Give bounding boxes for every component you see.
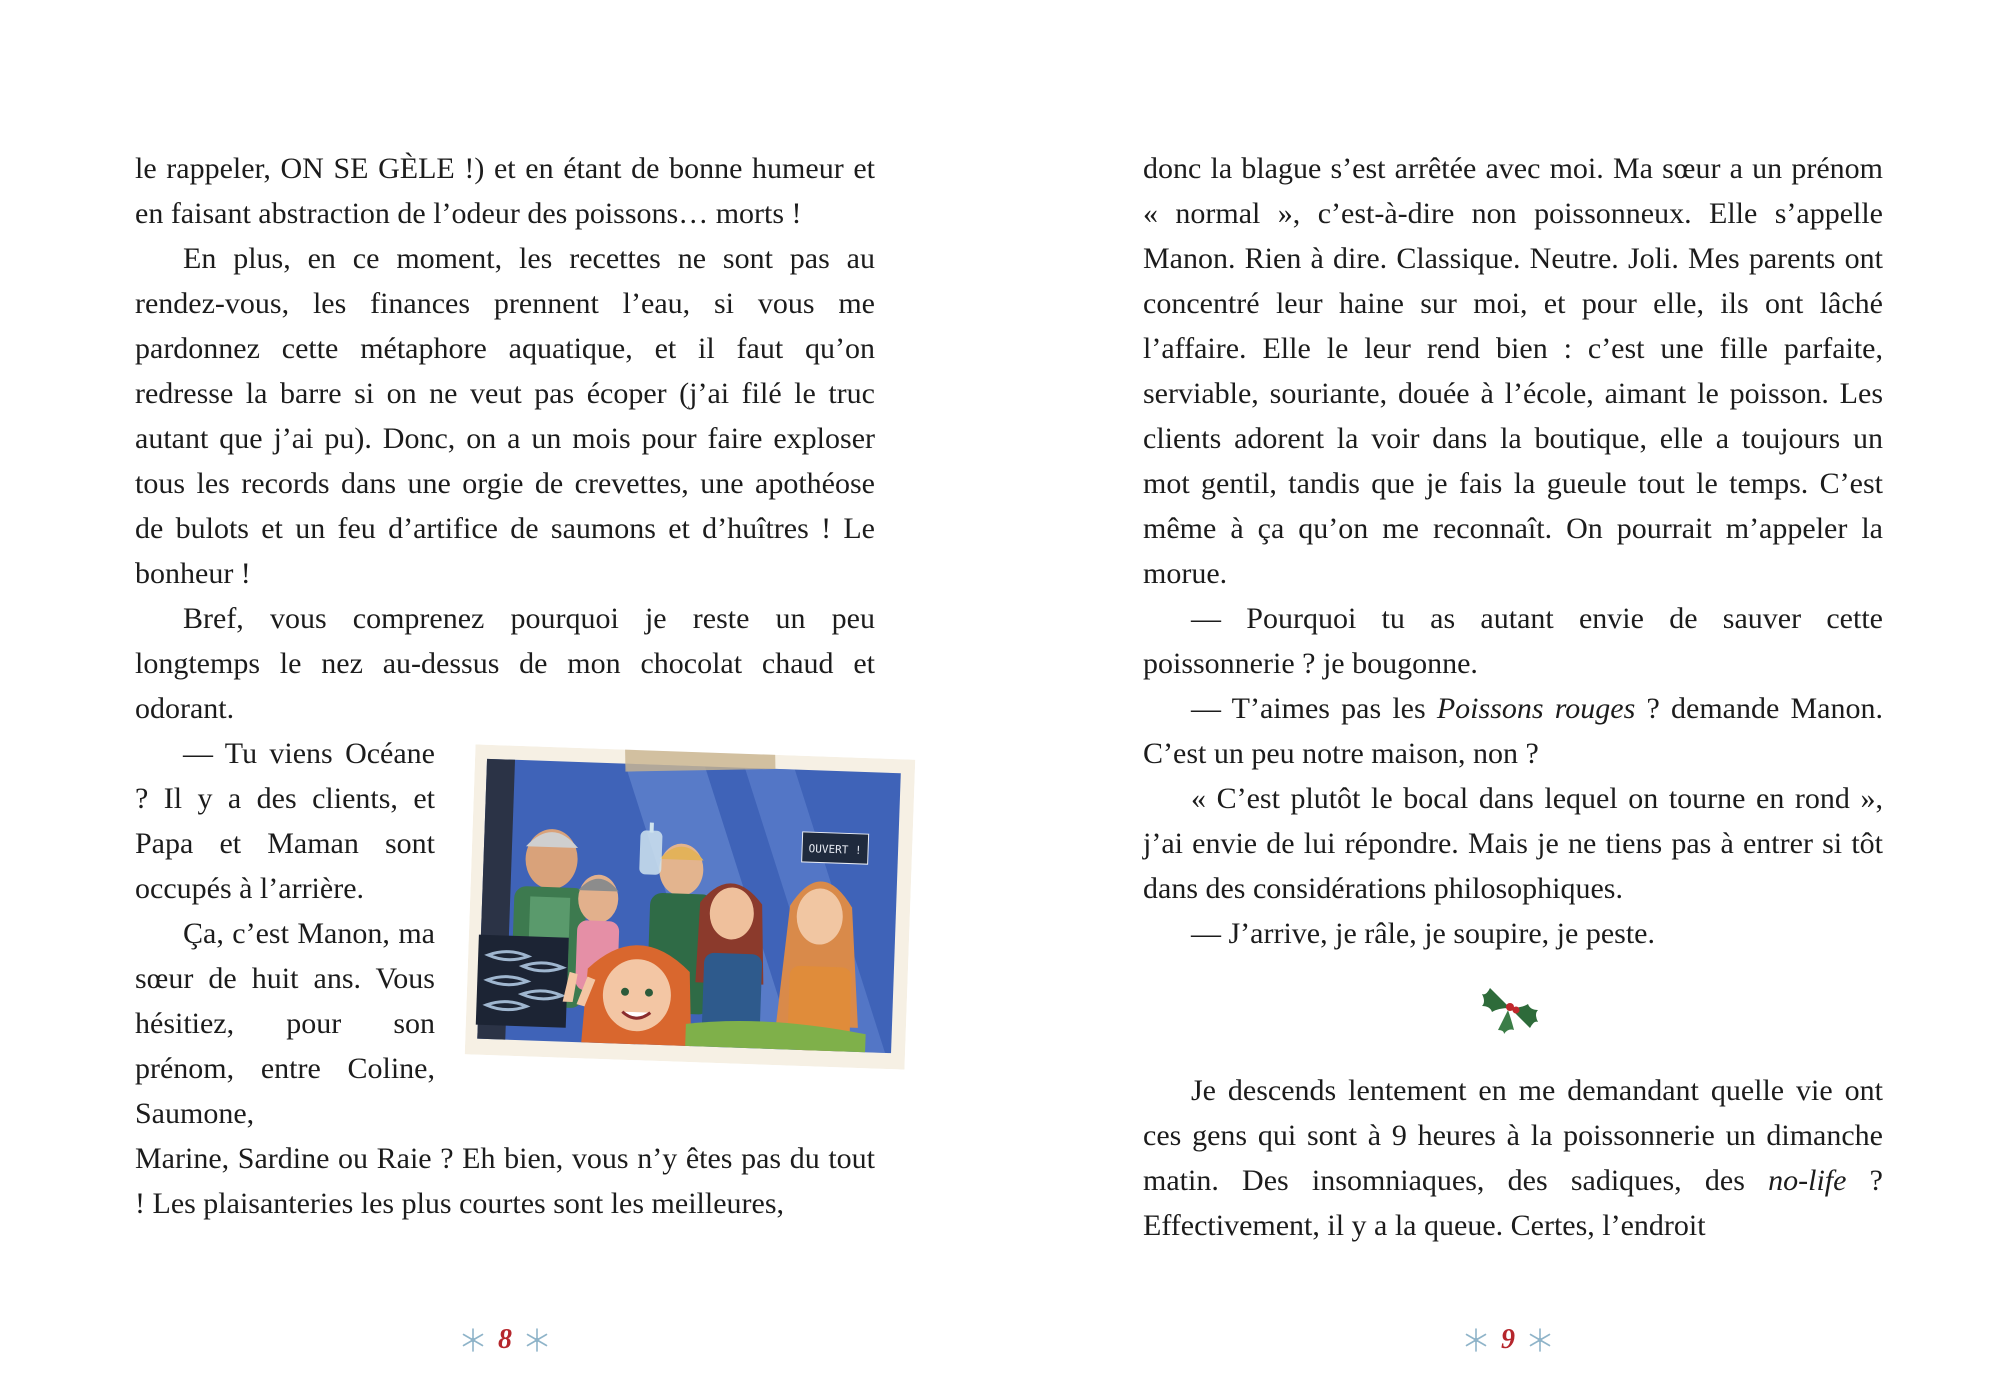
page-number-right [1428, 1320, 1588, 1360]
snowflake-icon [524, 1327, 550, 1353]
paragraph: donc la blague s’est arrêtée avec moi. Ma sœur a un prénom « normal », c’est-à-dire non poissonneux. Elle s’appelle Manon. Rien à dire. Classique. Neutre. Joli. Mes parents ont concentré leur haine sur moi, et pour elle, ils ont lâché l’affaire. Elle le leur rend bien : c’est une fille parfaite, serviable, souriante, douée à l’école, aimant le poisson. Les clients adorent la voir dans la boutique, elle a toujours un mot gentil, tandis que je fais la gueule tout le temps. C’est même à ça qu’on me reconnaît. On pourrait m’appeler la morue. [1143, 152, 1883, 590]
paragraph [1143, 686, 1883, 776]
paragraph: « C’est plutôt le bocal dans lequel on tourne en rond », j’ai envie de lui répondre. Mais je ne tiens pas à entrer si tôt dans des considérations philosophiques. [1143, 782, 1883, 905]
page-number: 9 [1501, 1324, 1515, 1355]
italic-term: no-life [1768, 1164, 1847, 1197]
paragraph: — Pourquoi tu as autant envie de sauver cette poissonnerie ? je bougonne. [1143, 602, 1883, 680]
dialogue-text: ? demande Manon. C’est un peu notre maison, non ? [1143, 692, 1883, 770]
snowflake-icon [460, 1327, 486, 1353]
family-photo-illustration [465, 744, 916, 1069]
page-number-left [425, 1320, 585, 1360]
right-after-ornament-text [1143, 1068, 1883, 1248]
right-main-text [1143, 146, 1883, 956]
page-number: 8 [498, 1324, 512, 1355]
paragraph: En plus, en ce moment, les recettes ne sont pas au rendez-vous, les finances prennent l’eau, si vous me pardonnez cette métaphore aquatique, et il faut qu’on redresse la barre si on ne veut pas écoper (j’ai filé le truc autant que j’ai pu). Donc, on a un mois pour faire exploser tous les records dans une orgie de crevettes, une apothéose de bulots et un feu d’artifice de saumons et d’huîtres ! Le bonheur ! [135, 242, 875, 590]
body-text: Je descends lentement en me demandant quelle vie ont ces gens qui sont à 9 heures à la poissonnerie un dimanche matin. Des insomniaques, des sadiques, des [1143, 1074, 1883, 1197]
left-main-text [135, 146, 875, 731]
body-text: ? Effectivement, il y a la queue. Certes, l’endroit [1143, 1164, 1883, 1242]
paragraph: le rappeler, ON SE GÈLE !) et en étant de bonne humeur et en faisant abstraction de l’odeur des poissons… morts ! [135, 152, 875, 230]
italic-title: Poissons rouges [1436, 692, 1636, 725]
paragraph: — Tu viens Océane ? Il y a des clients, et Papa et Maman sont occupés à l’arrière. [135, 737, 435, 905]
family-photo-drawing [465, 744, 916, 1069]
shop-sign-text: OUVERT ! [808, 842, 862, 857]
holly-icon [1480, 980, 1540, 1036]
paragraph: — J’arrive, je râle, je soupire, je peste. [1191, 917, 1655, 950]
snowflake-icon [1527, 1327, 1553, 1353]
paragraph: Ça, c’est Manon, ma sœur de huit ans. Vous hésitiez, pour son prénom, entre Coline, Saumone, [135, 917, 435, 1130]
paragraph: Marine, Sardine ou Raie ? Eh bien, vous n’y êtes pas du tout ! Les plaisanteries les plus courtes sont les meilleures, [135, 1142, 875, 1220]
paragraph [1143, 1068, 1883, 1248]
paragraph: Bref, vous comprenez pourquoi je reste un peu longtemps le nez au-dessus de mon chocolat chaud et odorant. [135, 602, 875, 725]
right-page [1000, 0, 2000, 1400]
left-wrapped-text [135, 731, 435, 1136]
dialogue-text: — T’aimes pas les [1191, 692, 1437, 725]
left-after-text [135, 1136, 875, 1226]
snowflake-icon [1463, 1327, 1489, 1353]
